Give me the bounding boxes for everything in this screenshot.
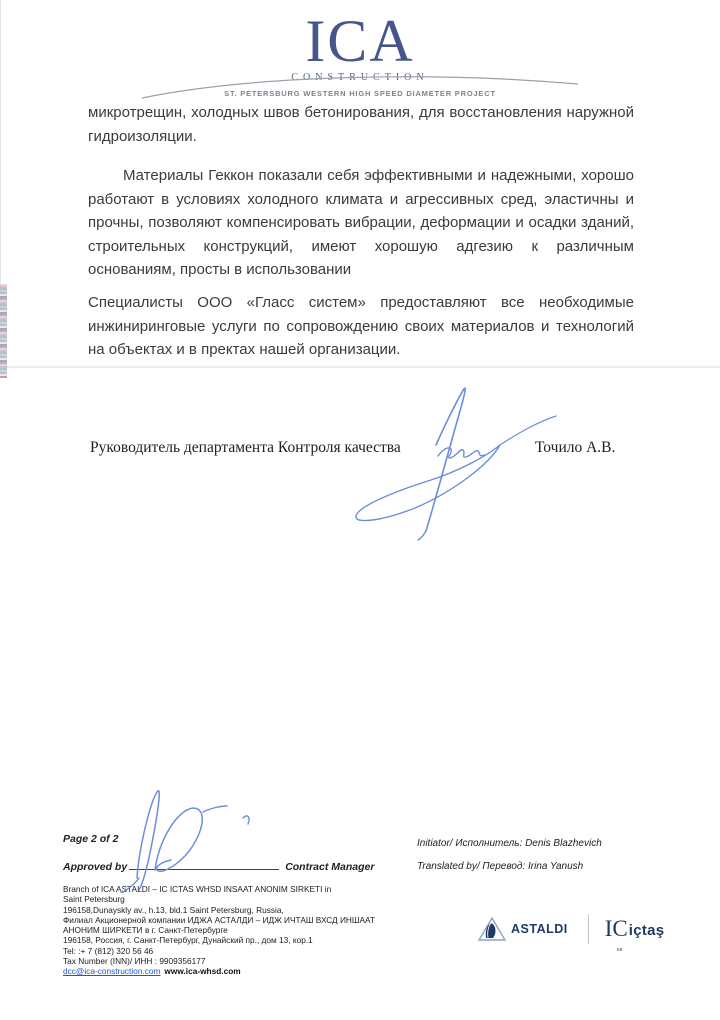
logo-subtitle: CONSTRUCTION bbox=[291, 72, 429, 83]
paragraph-specialists: Специалисты ООО «Гласс систем» предоставляют все необходимые инжиниринговые услуги по сопровождению своих материалов и технологий на объектах и в пректах нашей организации. bbox=[88, 294, 634, 358]
astaldi-logo bbox=[478, 917, 568, 942]
astaldi-triangle-icon bbox=[478, 917, 506, 942]
signer-name: Точило А.В. bbox=[535, 439, 616, 456]
handwritten-signature bbox=[340, 383, 575, 543]
scan-artifact-line bbox=[0, 366, 720, 368]
scan-noise-strip bbox=[0, 284, 7, 378]
approved-role-label: Contract Manager bbox=[285, 861, 375, 873]
ictas-logo bbox=[604, 916, 665, 953]
contact-links-row bbox=[63, 966, 375, 976]
translated-by-label: Translated by/ Перевод: Irina Yanush bbox=[417, 861, 584, 872]
address-line: Tax Number (INN)/ ИНН : 9909356177 bbox=[63, 956, 206, 967]
partner-logos bbox=[478, 910, 665, 953]
approved-by-label: Approved by bbox=[63, 861, 128, 873]
astaldi-wordmark: ASTALDI bbox=[511, 922, 568, 936]
email-link[interactable]: dcc@ica-construction.com bbox=[63, 966, 161, 977]
page-number-label: Page 2 of 2 bbox=[63, 833, 119, 845]
ictas-wordmark: içtaş bbox=[628, 922, 665, 939]
address-line: АНОНИМ ШИРКЕТИ в г. Санкт-Петербурге bbox=[63, 925, 228, 936]
website-text: www.ica-whsd.com bbox=[164, 966, 241, 977]
approval-signature bbox=[95, 778, 265, 893]
signer-position-title: Руководитель департамента Контроля качества bbox=[90, 439, 401, 456]
address-line: Branch of ICA ASTALDI – IC ICTAS WHSD INSAAT ANONIM SIRKETI in bbox=[63, 884, 332, 894]
ictas-monogram: IC ce bbox=[605, 918, 628, 940]
company-address-block bbox=[63, 884, 375, 977]
initiator-label: Initiator/ Исполнитель: Denis Blazhevich bbox=[417, 838, 602, 849]
address-line: Филиал Акционерной компании ИДЖА АСТАЛДИ – ИДЖ ИЧТАШ ВХСД ИНШААТ bbox=[63, 914, 375, 925]
logo-divider bbox=[588, 914, 589, 944]
address-line: Tel: :+ 7 (812) 320 56 46 bbox=[63, 945, 154, 956]
address-line: Saint Petersburg bbox=[63, 894, 125, 905]
company-logo bbox=[0, 8, 720, 98]
logo-tagline: ST. PETERSBURG WESTERN HIGH SPEED DIAMETER PROJECT bbox=[224, 89, 496, 98]
paragraph-waterproofing: микротрещин, холодных швов бетонирования, для восстановления наружной гидроизоляции. bbox=[88, 104, 634, 145]
address-line: 196158,Dunayskly av., h.13, bld.1 Saint Petersburg, Russia, bbox=[63, 904, 284, 915]
logo-wordmark: ICA bbox=[305, 8, 415, 74]
address-line: 196158, Россия, г. Санкт-Петербург, Дунайский пр., дом 13, кор.1 bbox=[63, 935, 313, 946]
ictas-subscript: ce bbox=[616, 947, 623, 953]
paragraph-materials: Материалы Геккон показали себя эффективными и надежными, хорошо работают в условиях холодного климата и агрессивных сред, эластичны и прочны, позволяют компенсировать вибрации, деформации и осадки зданий, строительных конструкций, имеют хорошую адгезию к различным основаниям, просты в использовании bbox=[88, 167, 634, 278]
